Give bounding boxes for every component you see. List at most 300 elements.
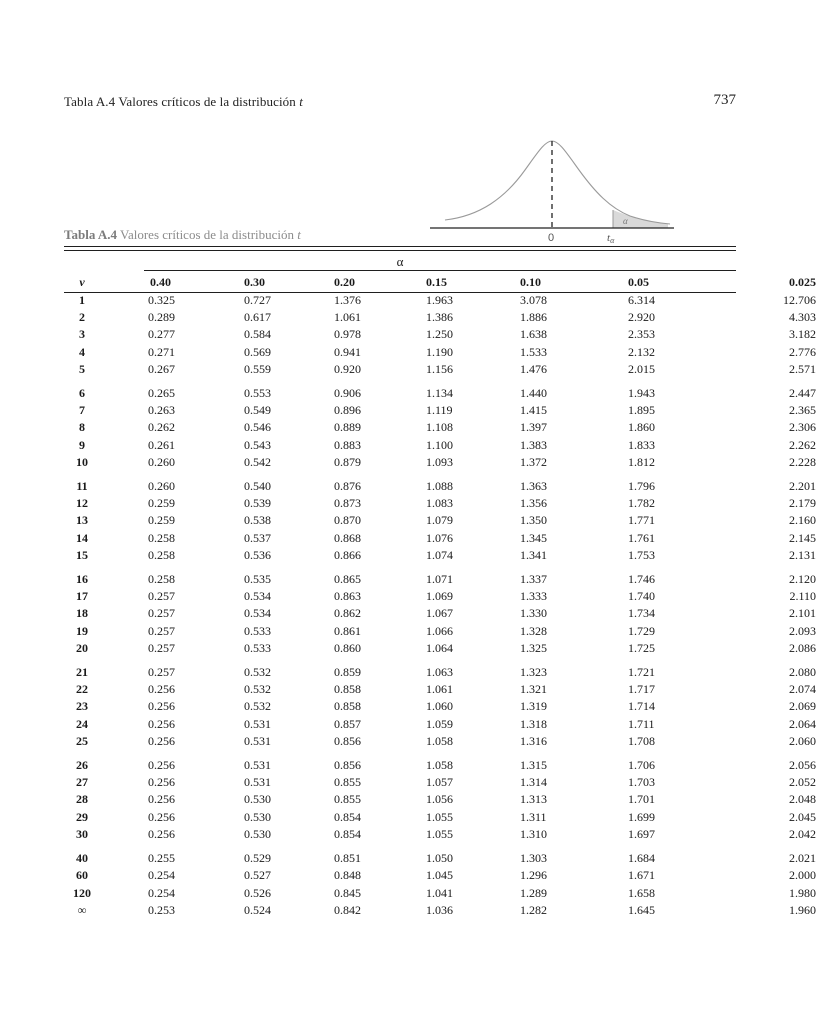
table-row <box>64 843 828 867</box>
critical-value-cell: 1.761 <box>628 530 655 545</box>
critical-value-cell: 1.303 <box>520 851 547 866</box>
critical-value-cell: 0.920 <box>334 361 361 376</box>
critical-value-cell: 0.257 <box>148 606 175 621</box>
critical-value-cell: 2.074 <box>789 682 816 697</box>
critical-value-cell: 1.079 <box>426 513 453 528</box>
table-row <box>64 640 828 657</box>
degrees-of-freedom-cell: 13 <box>76 513 88 528</box>
critical-value-cell: 0.845 <box>334 885 361 900</box>
critical-value-cell: 0.860 <box>334 640 361 655</box>
degrees-of-freedom-cell: 25 <box>76 733 88 748</box>
degrees-of-freedom-cell: 9 <box>79 437 85 452</box>
critical-value-cell: 0.883 <box>334 437 361 452</box>
critical-value-cell: 1.318 <box>520 716 547 731</box>
critical-value-cell: 0.530 <box>244 792 271 807</box>
column-header: 0.20 <box>334 275 355 289</box>
critical-value-cell: 1.771 <box>628 513 655 528</box>
critical-value-cell: 0.257 <box>148 640 175 655</box>
critical-value-cell: 1.943 <box>628 386 655 401</box>
critical-value-cell: 1.076 <box>426 530 453 545</box>
critical-value-cell: 1.315 <box>520 758 547 773</box>
critical-value-cell: 0.533 <box>244 623 271 638</box>
critical-value-cell: 0.254 <box>148 885 175 900</box>
critical-value-cell: 2.000 <box>789 868 816 883</box>
table-row <box>64 733 828 750</box>
critical-value-cell: 0.534 <box>244 589 271 604</box>
degrees-of-freedom-cell: ∞ <box>77 902 87 917</box>
critical-value-cell: 1.319 <box>520 699 547 714</box>
critical-value-cell: 2.086 <box>789 640 816 655</box>
critical-value-cell: 2.042 <box>789 826 816 841</box>
table-caption-text: Valores críticos de la distribución <box>117 227 298 242</box>
critical-value-cell: 0.271 <box>148 344 175 359</box>
degrees-of-freedom-cell: 19 <box>76 623 88 638</box>
critical-value-cell: 2.160 <box>789 513 816 528</box>
degrees-of-freedom-cell: 60 <box>76 868 88 883</box>
table-row <box>64 309 828 326</box>
critical-value-cell: 0.863 <box>334 589 361 604</box>
table-row <box>64 774 828 791</box>
degrees-of-freedom-cell: 120 <box>73 885 91 900</box>
critical-value-cell: 0.855 <box>334 792 361 807</box>
critical-value-cell: 0.258 <box>148 572 175 587</box>
critical-value-cell: 2.064 <box>789 716 816 731</box>
degrees-of-freedom-cell: 4 <box>79 344 85 359</box>
t-alpha-label <box>607 232 615 245</box>
critical-value-cell: 0.854 <box>334 826 361 841</box>
running-head-text: Tabla A.4 Valores críticos de la distribución <box>64 94 300 109</box>
critical-value-cell: 1.055 <box>426 809 453 824</box>
critical-value-cell: 4.303 <box>789 310 816 325</box>
column-header: 0.10 <box>520 275 541 289</box>
critical-value-cell: 1.058 <box>426 733 453 748</box>
critical-values-table <box>64 273 828 919</box>
table-caption <box>64 227 301 243</box>
critical-value-cell: 1.041 <box>426 885 453 900</box>
critical-value-cell: 1.701 <box>628 792 655 807</box>
critical-value-cell: 1.714 <box>628 699 655 714</box>
critical-value-cell: 2.920 <box>628 310 655 325</box>
degrees-of-freedom-cell: 15 <box>76 547 88 562</box>
zero-label: 0 <box>548 232 555 244</box>
critical-value-cell: 0.256 <box>148 733 175 748</box>
critical-value-cell: 1.860 <box>628 420 655 435</box>
critical-value-cell: 1.782 <box>628 496 655 511</box>
critical-value-cell: 1.074 <box>426 547 453 562</box>
critical-value-cell: 1.296 <box>520 868 547 883</box>
critical-value-cell: 0.256 <box>148 699 175 714</box>
critical-value-cell: 0.257 <box>148 589 175 604</box>
critical-value-cell: 2.571 <box>789 361 816 376</box>
degrees-of-freedom-cell: 17 <box>76 589 88 604</box>
critical-value-cell: 1.325 <box>520 640 547 655</box>
critical-value-cell: 0.617 <box>244 310 271 325</box>
critical-value-cell: 1.740 <box>628 589 655 604</box>
critical-value-cell: 0.858 <box>334 699 361 714</box>
critical-value-cell: 1.753 <box>628 547 655 562</box>
critical-value-cell: 0.851 <box>334 851 361 866</box>
critical-value-cell: 0.258 <box>148 530 175 545</box>
critical-value-cell: 0.543 <box>244 437 271 452</box>
critical-value-cell: 2.120 <box>789 572 816 587</box>
critical-value-cell: 0.253 <box>148 902 175 917</box>
critical-value-cell: 2.306 <box>789 420 816 435</box>
table-row <box>64 588 828 605</box>
critical-value-cell: 12.706 <box>783 293 816 307</box>
critical-value-cell: 0.537 <box>244 530 271 545</box>
table-caption-var: t <box>297 227 301 242</box>
critical-value-cell: 1.699 <box>628 809 655 824</box>
critical-value-cell: 3.078 <box>520 293 547 307</box>
critical-value-cell: 0.859 <box>334 665 361 680</box>
table-header-row <box>64 273 828 292</box>
critical-value-cell: 2.069 <box>789 699 816 714</box>
critical-value-cell: 0.529 <box>244 851 271 866</box>
critical-value-cell: 1.058 <box>426 758 453 773</box>
critical-value-cell: 0.261 <box>148 437 175 452</box>
critical-value-cell: 2.179 <box>789 496 816 511</box>
degrees-of-freedom-cell: 20 <box>76 640 88 655</box>
table-row <box>64 750 828 774</box>
critical-value-cell: 0.254 <box>148 868 175 883</box>
alpha-span-rule <box>144 270 736 271</box>
critical-value-cell: 1.119 <box>426 403 453 418</box>
table-row <box>64 623 828 640</box>
critical-value-cell: 1.071 <box>426 572 453 587</box>
degrees-of-freedom-cell: 16 <box>76 572 88 587</box>
critical-value-cell: 0.532 <box>244 682 271 697</box>
critical-value-cell: 2.262 <box>789 437 816 452</box>
critical-value-cell: 1.055 <box>426 826 453 841</box>
critical-value-cell: 1.440 <box>520 386 547 401</box>
running-head <box>64 94 303 110</box>
critical-value-cell: 1.333 <box>520 589 547 604</box>
critical-value-cell: 2.776 <box>789 344 816 359</box>
critical-value-cell: 0.861 <box>334 623 361 638</box>
critical-value-cell: 0.277 <box>148 327 175 342</box>
critical-value-cell: 1.397 <box>520 420 547 435</box>
critical-value-cell: 0.260 <box>148 454 175 469</box>
table-row <box>64 716 828 733</box>
critical-value-cell: 0.889 <box>334 420 361 435</box>
critical-value-cell: 2.447 <box>789 386 816 401</box>
critical-value-cell: 0.534 <box>244 606 271 621</box>
critical-value-cell: 2.110 <box>789 589 816 604</box>
critical-value-cell: 0.531 <box>244 733 271 748</box>
alpha-area-label: α <box>623 216 628 226</box>
critical-value-cell: 0.906 <box>334 386 361 401</box>
critical-value-cell: 1.372 <box>520 454 547 469</box>
critical-value-cell: 0.535 <box>244 572 271 587</box>
critical-value-cell: 0.538 <box>244 513 271 528</box>
critical-value-cell: 1.321 <box>520 682 547 697</box>
critical-value-cell: 0.879 <box>334 454 361 469</box>
critical-value-cell: 1.108 <box>426 420 453 435</box>
critical-value-cell: 1.980 <box>789 885 816 900</box>
degrees-of-freedom-cell: 27 <box>76 775 88 790</box>
critical-value-cell: 1.717 <box>628 682 655 697</box>
critical-value-cell: 1.658 <box>628 885 655 900</box>
table-top-rule-second <box>64 250 736 251</box>
critical-value-cell: 0.848 <box>334 868 361 883</box>
degrees-of-freedom-cell: 7 <box>79 403 85 418</box>
critical-value-cell: 1.311 <box>520 809 547 824</box>
critical-value-cell: 2.021 <box>789 851 816 866</box>
critical-value-cell: 1.059 <box>426 716 453 731</box>
column-header: 0.025 <box>789 275 816 289</box>
critical-value-cell: 1.056 <box>426 792 453 807</box>
alpha-header: α <box>396 254 404 269</box>
critical-value-cell: 1.645 <box>628 902 655 917</box>
critical-value-cell: 0.854 <box>334 809 361 824</box>
degrees-of-freedom-cell: 2 <box>79 310 85 325</box>
table-row <box>64 530 828 547</box>
column-header: 0.05 <box>628 275 649 289</box>
critical-value-cell: 1.725 <box>628 640 655 655</box>
degrees-of-freedom-cell: 10 <box>76 454 88 469</box>
critical-value-cell: 1.063 <box>426 665 453 680</box>
critical-value-cell: 0.727 <box>244 293 271 307</box>
critical-value-cell: 1.671 <box>628 868 655 883</box>
critical-value-cell: 1.066 <box>426 623 453 638</box>
critical-value-cell: 1.734 <box>628 606 655 621</box>
critical-value-cell: 2.131 <box>789 547 816 562</box>
degrees-of-freedom-cell: 30 <box>76 826 88 841</box>
critical-value-cell: 0.855 <box>334 775 361 790</box>
critical-value-cell: 1.356 <box>520 496 547 511</box>
table-row <box>64 867 828 884</box>
critical-value-cell: 1.083 <box>426 496 453 511</box>
table-row <box>64 454 828 471</box>
critical-value-cell: 0.873 <box>334 496 361 511</box>
critical-value-cell: 0.256 <box>148 775 175 790</box>
critical-value-cell: 0.526 <box>244 885 271 900</box>
critical-value-cell: 0.559 <box>244 361 271 376</box>
page-number: 737 <box>713 92 736 108</box>
critical-value-cell: 1.067 <box>426 606 453 621</box>
running-head-var: t <box>299 94 303 109</box>
critical-value-cell: 2.060 <box>789 733 816 748</box>
critical-value-cell: 1.156 <box>426 361 453 376</box>
critical-value-cell: 0.256 <box>148 809 175 824</box>
critical-value-cell: 1.350 <box>520 513 547 528</box>
critical-value-cell: 2.093 <box>789 623 816 638</box>
critical-value-cell: 1.341 <box>520 547 547 562</box>
critical-value-cell: 1.314 <box>520 775 547 790</box>
critical-value-cell: 1.746 <box>628 572 655 587</box>
critical-value-cell: 1.337 <box>520 572 547 587</box>
critical-value-cell: 0.258 <box>148 547 175 562</box>
critical-value-cell: 0.531 <box>244 716 271 731</box>
critical-value-cell: 0.325 <box>148 293 175 307</box>
table-row <box>64 809 828 826</box>
critical-value-cell: 0.256 <box>148 758 175 773</box>
critical-value-cell: 0.530 <box>244 826 271 841</box>
critical-value-cell: 2.052 <box>789 775 816 790</box>
column-header: 0.40 <box>150 275 171 289</box>
table-row <box>64 547 828 564</box>
critical-value-cell: 2.048 <box>789 792 816 807</box>
critical-value-cell: 0.524 <box>244 902 271 917</box>
critical-value-cell: 0.876 <box>334 479 361 494</box>
table-row <box>64 471 828 495</box>
critical-value-cell: 2.045 <box>789 809 816 824</box>
critical-value-cell: 0.865 <box>334 572 361 587</box>
critical-value-cell: 0.256 <box>148 682 175 697</box>
critical-value-cell: 1.960 <box>789 902 816 917</box>
critical-value-cell: 0.257 <box>148 665 175 680</box>
table-row <box>64 292 828 309</box>
critical-value-cell: 1.064 <box>426 640 453 655</box>
critical-value-cell: 1.289 <box>520 885 547 900</box>
critical-value-cell: 1.060 <box>426 699 453 714</box>
table-row <box>64 344 828 361</box>
critical-value-cell: 0.263 <box>148 403 175 418</box>
degrees-of-freedom-cell: 11 <box>76 479 88 494</box>
table-row <box>64 564 828 588</box>
critical-value-cell: 1.963 <box>426 293 453 307</box>
critical-value-cell: 1.711 <box>628 716 655 731</box>
critical-value-cell: 0.257 <box>148 623 175 638</box>
nu-header: ν <box>79 275 85 289</box>
critical-value-cell: 0.289 <box>148 310 175 325</box>
critical-value-cell: 1.533 <box>520 344 547 359</box>
critical-value-cell: 0.862 <box>334 606 361 621</box>
critical-value-cell: 1.383 <box>520 437 547 452</box>
critical-value-cell: 0.265 <box>148 386 175 401</box>
degrees-of-freedom-cell: 8 <box>79 420 85 435</box>
critical-value-cell: 0.569 <box>244 344 271 359</box>
critical-value-cell: 1.812 <box>628 454 655 469</box>
degrees-of-freedom-cell: 14 <box>76 530 88 545</box>
critical-value-cell: 6.314 <box>628 293 655 307</box>
critical-value-cell: 0.868 <box>334 530 361 545</box>
critical-value-cell: 0.531 <box>244 758 271 773</box>
critical-value-cell: 1.100 <box>426 437 453 452</box>
table-row <box>64 495 828 512</box>
density-curve <box>445 141 670 224</box>
critical-value-cell: 0.540 <box>244 479 271 494</box>
critical-value-cell: 1.036 <box>426 902 453 917</box>
critical-value-cell: 0.856 <box>334 758 361 773</box>
critical-value-cell: 0.856 <box>334 733 361 748</box>
critical-value-cell: 0.539 <box>244 496 271 511</box>
table-row <box>64 791 828 808</box>
table-row <box>64 419 828 436</box>
critical-value-cell: 0.259 <box>148 496 175 511</box>
degrees-of-freedom-cell: 5 <box>79 361 85 376</box>
critical-value-cell: 1.061 <box>426 682 453 697</box>
critical-value-cell: 1.363 <box>520 479 547 494</box>
critical-value-cell: 0.262 <box>148 420 175 435</box>
degrees-of-freedom-cell: 18 <box>76 606 88 621</box>
critical-value-cell: 0.256 <box>148 716 175 731</box>
critical-value-cell: 0.256 <box>148 792 175 807</box>
critical-value-cell: 1.415 <box>520 403 547 418</box>
critical-value-cell: 1.050 <box>426 851 453 866</box>
t-label: t <box>607 232 611 244</box>
critical-value-cell: 0.584 <box>244 327 271 342</box>
critical-value-cell: 0.842 <box>334 902 361 917</box>
column-header: 0.30 <box>244 275 265 289</box>
table-caption-number: Tabla A.4 <box>64 227 117 242</box>
degrees-of-freedom-cell: 40 <box>76 851 88 866</box>
critical-value-cell: 1.250 <box>426 327 453 342</box>
critical-value-cell: 1.134 <box>426 386 453 401</box>
critical-value-cell: 0.553 <box>244 386 271 401</box>
critical-value-cell: 1.638 <box>520 327 547 342</box>
critical-value-cell: 1.190 <box>426 344 453 359</box>
critical-value-cell: 1.088 <box>426 479 453 494</box>
critical-value-cell: 1.886 <box>520 310 547 325</box>
table-row <box>64 437 828 454</box>
critical-value-cell: 0.896 <box>334 403 361 418</box>
table-row <box>64 402 828 419</box>
critical-value-cell: 2.015 <box>628 361 655 376</box>
critical-value-cell: 0.531 <box>244 775 271 790</box>
critical-value-cell: 0.255 <box>148 851 175 866</box>
critical-value-cell: 0.527 <box>244 868 271 883</box>
critical-value-cell: 1.045 <box>426 868 453 883</box>
table-row <box>64 326 828 343</box>
critical-value-cell: 1.069 <box>426 589 453 604</box>
critical-value-cell: 1.345 <box>520 530 547 545</box>
critical-value-cell: 2.080 <box>789 665 816 680</box>
critical-value-cell: 1.708 <box>628 733 655 748</box>
table-body <box>64 292 828 919</box>
degrees-of-freedom-cell: 21 <box>76 665 88 680</box>
critical-value-cell: 1.684 <box>628 851 655 866</box>
degrees-of-freedom-cell: 26 <box>76 758 88 773</box>
critical-value-cell: 0.530 <box>244 809 271 824</box>
critical-value-cell: 0.549 <box>244 403 271 418</box>
critical-value-cell: 1.323 <box>520 665 547 680</box>
degrees-of-freedom-cell: 29 <box>76 809 88 824</box>
degrees-of-freedom-cell: 1 <box>79 293 85 307</box>
critical-value-cell: 1.386 <box>426 310 453 325</box>
critical-value-cell: 2.228 <box>789 454 816 469</box>
critical-value-cell: 1.330 <box>520 606 547 621</box>
critical-value-cell: 1.313 <box>520 792 547 807</box>
critical-value-cell: 2.365 <box>789 403 816 418</box>
critical-value-cell: 0.858 <box>334 682 361 697</box>
critical-value-cell: 0.978 <box>334 327 361 342</box>
t-subscript: α <box>610 236 615 245</box>
table-row <box>64 698 828 715</box>
critical-value-cell: 0.532 <box>244 665 271 680</box>
degrees-of-freedom-cell: 12 <box>76 496 88 511</box>
critical-value-cell: 0.256 <box>148 826 175 841</box>
critical-value-cell: 3.182 <box>789 327 816 342</box>
critical-value-cell: 1.706 <box>628 758 655 773</box>
table-row <box>64 512 828 529</box>
critical-value-cell: 1.057 <box>426 775 453 790</box>
critical-value-cell: 1.316 <box>520 733 547 748</box>
table-row <box>64 902 828 919</box>
degrees-of-freedom-cell: 6 <box>79 386 85 401</box>
degrees-of-freedom-cell: 24 <box>76 716 88 731</box>
critical-value-cell: 1.895 <box>628 403 655 418</box>
critical-value-cell: 0.542 <box>244 454 271 469</box>
critical-value-cell: 0.866 <box>334 547 361 562</box>
degrees-of-freedom-cell: 22 <box>76 682 88 697</box>
critical-value-cell: 1.282 <box>520 902 547 917</box>
table-row <box>64 826 828 843</box>
critical-value-cell: 1.721 <box>628 665 655 680</box>
table-top-rule <box>64 246 736 247</box>
degrees-of-freedom-cell: 3 <box>79 327 85 342</box>
critical-value-cell: 2.145 <box>789 530 816 545</box>
